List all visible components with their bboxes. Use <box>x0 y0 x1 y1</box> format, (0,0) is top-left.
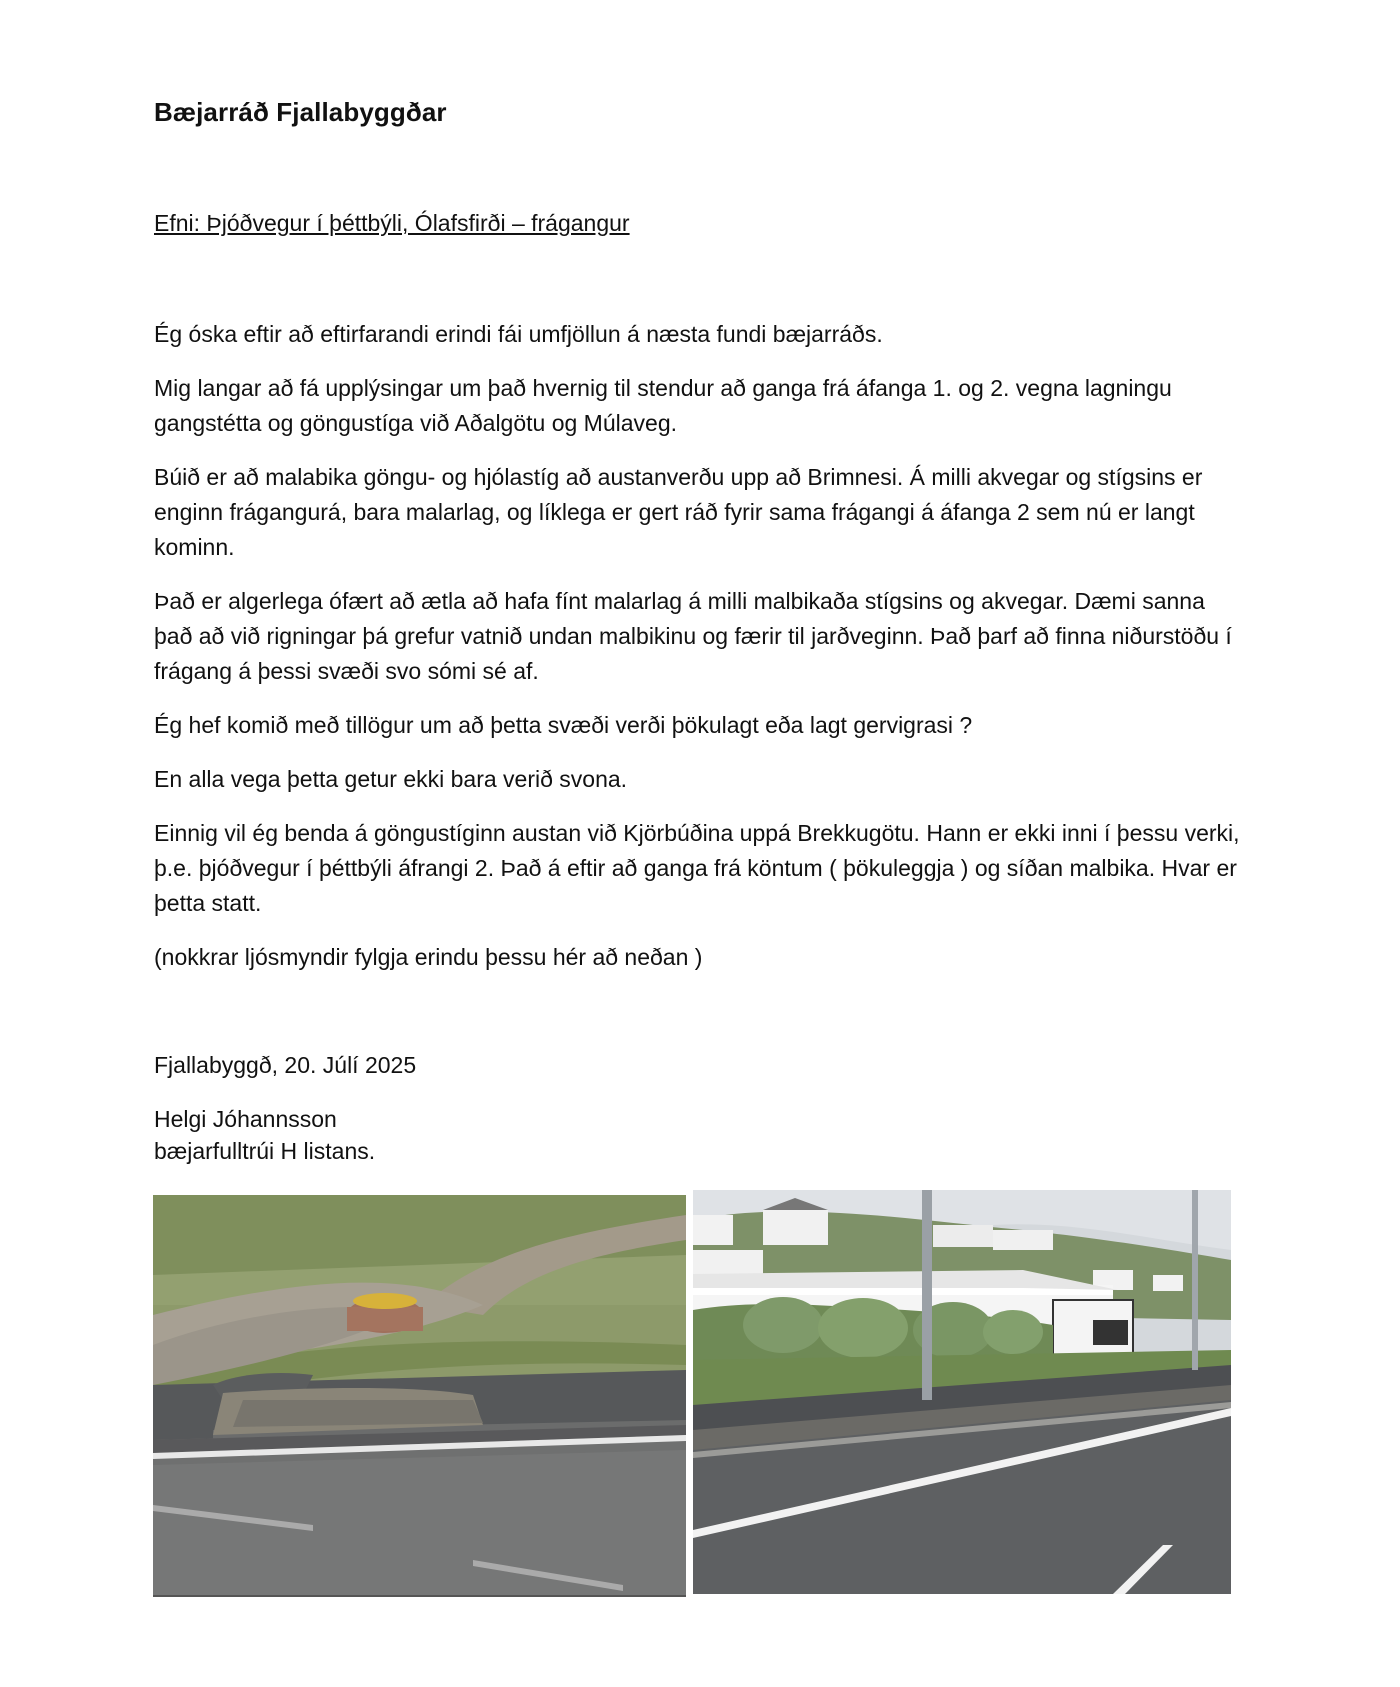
photo-road-gravel-edge <box>153 1195 686 1597</box>
photo-road-gravel-edge-image <box>153 1195 686 1595</box>
signature-block <box>154 1103 375 1167</box>
photo-road-bike-path-image <box>693 1190 1231 1594</box>
paragraph-information: Mig langar að fá upplýsingar um það hvernig til stendur að ganga frá áfanga 1. og 2. vegna lagningu gangstétta og göngustíga við Aðalgötu og Múlaveg. <box>154 375 1172 436</box>
paragraph-kjorbudin-path: Einnig vil ég benda á göngustíginn austan við Kjörbúðina uppá Brekkugötu. Hann er ekki inni í þessu verki, þ.e. þjóðvegur í þéttbýli áfrangi 2. Það á eftir að ganga frá köntum ( þökuleggja ) og síðan malbika. Hvar er þetta statt. <box>154 820 1240 916</box>
letter-subject: Efni: Þjóðvegur í þéttbýli, Ólafsfirði – frágangur <box>154 210 630 236</box>
paragraph-brimnes-path: Búið er að malabika göngu- og hjólastíg að austanverðu upp að Brimnesi. Á milli akvegar og stígsins er enginn frágangurá, bara malarlag, og líklega er gert ráð fyrir sama frágangi á áfanga 2 sem nú er langt kominn. <box>154 464 1203 560</box>
signature-name: Helgi Jóhannsson <box>154 1106 337 1132</box>
paragraph-proposal: Ég hef komið með tillögur um að þetta svæði verði þökulagt eða lagt gervigrasi ? <box>154 712 973 738</box>
letter-heading: Bæjarráð Fjallabyggðar <box>154 97 447 127</box>
paragraph-request: Ég óska eftir að eftirfarandi erindi fái umfjöllun á næsta fundi bæjarráðs. <box>154 321 883 347</box>
paragraph-gravel-issue: Það er algerlega ófært að ætla að hafa fínt malarlag á milli malbikaða stígsins og akvegar. Dæmi sanna það að við rigningar þá grefur vatnið undan malbikinu og færir til jarðveginn. Það þarf að finna niðurstöðu í frágang á þessi svæði svo sómi sé af. <box>154 588 1232 684</box>
signature-title: bæjarfulltrúi H listans. <box>154 1138 376 1164</box>
photo-road-bike-path <box>693 1190 1231 1594</box>
letter-body <box>154 317 1244 994</box>
letter-date: Fjallabyggð, 20. Júlí 2025 <box>154 1052 417 1078</box>
paragraph-photos-note: (nokkrar ljósmyndir fylgja erindu þessu hér að neðan ) <box>154 944 703 970</box>
paragraph-statement: En alla vega þetta getur ekki bara verið svona. <box>154 766 628 792</box>
